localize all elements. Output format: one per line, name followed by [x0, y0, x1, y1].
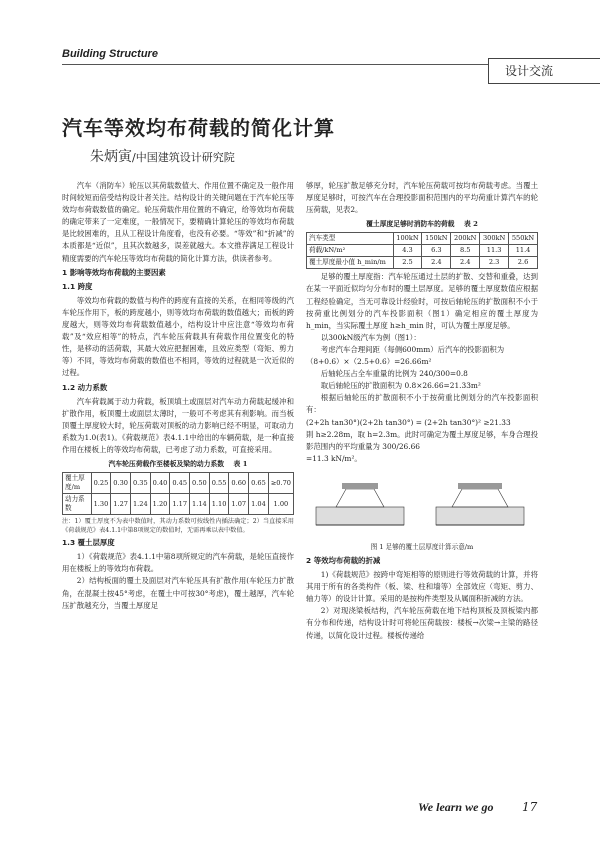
table-1-title: 汽车轮压荷载作至楼板及梁的动力系数: [108, 460, 225, 469]
table-cell: 0.55: [209, 473, 229, 494]
table-cell: 2.5: [393, 257, 422, 269]
section-1-heading: 1 影响等效均布荷载的主要因素: [62, 267, 166, 277]
author-name: 朱炳寅: [90, 149, 132, 165]
table-row: [307, 233, 538, 245]
paragraph-result: 則 h≥2.28m，取 h=2.3m。此时可确定为覆土厚度足够，车身合理投影范围内的平均重量为 300/26.66: [306, 429, 538, 451]
table-row: [307, 257, 538, 269]
table-cell: 0.60: [229, 473, 249, 494]
table-2: [306, 232, 538, 269]
equation-load: =11.3 kN/m²。: [306, 453, 362, 463]
paragraph-reduction-2: 2）对现浇梁板结构，汽车轮压荷载在地下结构顶板及顶板梁内都有分布和传递，结构设计时可将轮压荷载按：楼板→次梁→主梁的路径传递，以简化设计过程。楼板传递给: [306, 606, 538, 640]
table-cell: 4.3: [393, 245, 422, 257]
table-cell: 2.4: [451, 257, 480, 269]
table-cell: ≥0.70: [268, 473, 293, 494]
table-cell: 550kN: [509, 233, 538, 245]
figure-1: [306, 469, 538, 537]
section-1-3-heading: 1.3 覆土层厚度: [62, 538, 115, 548]
header-rule: [62, 64, 518, 65]
table-cell: 0.65: [249, 473, 269, 494]
table-cell: 150kN: [422, 233, 451, 245]
table-cell: 300kN: [480, 233, 509, 245]
footer-slogan: We learn we go: [418, 800, 494, 814]
table-cell: 1.27: [111, 494, 131, 515]
table-cell: 6.3: [422, 245, 451, 257]
table-1-number: 表 1: [233, 460, 248, 469]
table-cell: 1.04: [249, 494, 269, 515]
author-institution: /中国建筑设计研究院: [132, 151, 235, 164]
table-cell: 1.10: [209, 494, 229, 515]
table-cell: 0.25: [91, 473, 111, 494]
paragraph-soil-2: 2）结构板面的覆土及面层对汽车轮压具有扩散作用(车轮压力扩散角，在混凝土按45°考虑，在覆土中可按30°考虑)，覆土越厚，汽车轮压扩散越充分，当覆土厚度足: [62, 576, 294, 610]
table-cell: 1.00: [268, 494, 293, 515]
paragraph-soil-def: 足够的覆土厚度指：汽车轮压通过土层的扩散、交替和重叠，达到在某一平面近似均匀分布时的覆土层厚度。足够的覆土厚度数值应根据工程经验确定，当无可靠设计经验时，可按后轴轮压的扩散面积不小于按荷重比例划分的汽车投影面积（图1）确定相应的覆土厚度为 h_min，当实际覆土厚度 h≥h_min 时，可认为覆土厚度足够。: [306, 272, 538, 330]
table-cell: 11.4: [509, 245, 538, 257]
soil-diagram: [306, 469, 538, 537]
paragraph-condition: 根据后轴轮压的扩散面积不小于按荷重比例划分的汽车投影面积有：: [306, 393, 538, 415]
table-cell: 11.3: [480, 245, 509, 257]
table-2-title: 覆土厚度足够时消防车的荷载: [366, 220, 455, 229]
paragraph-example: 以300kN级汽车为例（图1）：: [320, 332, 421, 342]
table-cell: 1.30: [91, 494, 111, 515]
soil-layer-left: [316, 507, 404, 525]
table-cell: 覆土厚度/m: [63, 473, 92, 494]
paragraph-spacing: 考虑汽车合理间距（每侧600mm）后汽车的投影面积为: [320, 344, 505, 354]
table-1-note: 注：1）覆土厚度不为表中数值时，其动力系数可按线性内插法确定；2）当直接采用《荷载规范》表4.1.1中第8项规定的数值时，无需再乘以表中数值。: [62, 518, 294, 535]
soil-layer-right: [436, 507, 524, 525]
table-cell: 1.17: [170, 494, 190, 515]
paragraph-diffusion: 取后轴轮压的扩散面积为 0.8×26.66=21.33m²: [320, 381, 481, 391]
table-cell: 0.30: [111, 473, 131, 494]
table-cell: 0.40: [150, 473, 170, 494]
table-cell: 荷载/kN/m²: [307, 245, 394, 257]
wheel-left: [342, 483, 378, 489]
section-1-1-heading: 1.1 跨度: [62, 281, 93, 291]
table-cell: 200kN: [451, 233, 480, 245]
section-label: 设计交流: [505, 64, 554, 78]
figure-1-caption: 图 1 足够的覆土层厚度计算示意/m: [370, 542, 474, 551]
table-cell: 2.3: [480, 257, 509, 269]
equation-inequality: (2+2h tan30°)(2+2h tan30°) = (2+2h tan30°)² ≥21.33: [306, 417, 511, 427]
table-cell: 8.5: [451, 245, 480, 257]
table-cell: 覆土厚度最小值 h_min/m: [307, 257, 394, 269]
table-2-number: 表 2: [463, 220, 478, 229]
table-cell: 2.4: [422, 257, 451, 269]
table-cell: 0.45: [170, 473, 190, 494]
paragraph-continued: 够厚，轮压扩散足够充分时，汽车轮压荷载可按均布荷载考虑。当覆土厚度足够时，可按汽车在合理投影面积范围内的平均荷重计算汽车的轮压荷载，见表2。: [306, 181, 538, 215]
left-column: [62, 180, 294, 612]
diffusion-left: [336, 489, 384, 507]
table-1-caption: [62, 458, 294, 470]
equation-area: （8+0.6）×（2.5+0.6）=26.66m²: [306, 357, 432, 367]
intro-paragraph: 汽车（消防车）轮压以其荷载数值大、作用位置不确定及一般作用时间较短而倍受结构设计者关注。结构设计的关键问题在于汽车轮压等效均布荷载数值的确定。轮压荷载作用位置的不确定，给等效均布荷载的确定带来了一定难度，一般情况下，要精确计算轮压的等效均布荷载是比较困难的，且从工程设计角度看，也没有必要。“等效”和“折减”的本质都是“近似”，且其次数越多，误差就越大。本文推荐满足工程设计精度需要的汽车轮压等效均布荷载的简化计算方法，供读者参考。: [62, 181, 294, 263]
article-title: 汽车等效均布荷载的简化计算: [62, 116, 335, 140]
diffusion-right: [452, 489, 508, 507]
table-row: [63, 473, 294, 494]
author-line: [90, 146, 235, 166]
section-1-2-heading: 1.2 动力系数: [62, 382, 108, 392]
table-cell: 1.24: [130, 494, 150, 515]
paragraph-soil-1: 1）《荷载规范》表4.1.1中第8项所规定的汽车荷载，是轮压直接作用在楼板上的等效均布荷载。: [62, 552, 294, 574]
table-row: [307, 245, 538, 257]
table-cell: 1.20: [150, 494, 170, 515]
table-row: [63, 494, 294, 515]
table-cell: 0.35: [130, 473, 150, 494]
table-1: [62, 472, 294, 515]
table-cell: 1.07: [229, 494, 249, 515]
paragraph-reduction-1: 1)《荷载规范》按跨中弯矩相等的原则进行等效荷载的计算，并将其用于所有的各类构件（板、梁、柱和墙等）全部效应（弯矩、剪力、轴力等）的设计计算。采用的是按构件类型及从属面积折减的方法。: [306, 570, 538, 604]
journal-name: Building Structure: [62, 48, 158, 60]
paragraph-span: 等效均布荷载的数值与构件的跨度有直接的关系，在相同等级的汽车轮压作用下，板的跨度越小，则等效均布荷载的数值越大；而板的跨度越大，则等效均布荷载数值越小，结构设计中应注意“等效均布荷载”及“效应相等”的特点，汽车轮压荷载具有荷载作用位置变化的特性，是移动的活荷载，其最大效应把握困难，且效应类型（弯矩、剪力等）不同，等效均布荷载的数值也不相同，等效的过程就是一次近似的过程。: [62, 295, 294, 378]
table-cell: 0.50: [190, 473, 210, 494]
paragraph-dynamic: 汽车荷载属于动力荷载，板顶填土或面层对汽车动力荷载起缓冲和扩散作用，板顶覆土或面层太薄时，一般可不考虑其有利影响。而当板顶覆土厚度较大时，轮压荷载对顶板的动力影响已经不明显，可取动力系数为1.0(表1)。《荷载规范》表4.1.1中给出的车辆荷载，是一种直接作用在楼板上的等效均布荷载，已考虑了动力系数，可直接采用。: [62, 396, 294, 454]
page-number: 17: [522, 800, 538, 814]
table-cell: 2.6: [509, 257, 538, 269]
section-2-heading: 2 等效均布荷载的折减: [306, 555, 381, 565]
table-cell: 动力系数: [63, 494, 92, 515]
wheel-right: [458, 483, 502, 489]
right-column: [306, 180, 538, 642]
table-cell: 汽车类型: [307, 233, 394, 245]
paragraph-ratio: 后轴轮压占全车重量的比例为 240/300=0.8: [320, 369, 468, 379]
table-2-caption: [306, 218, 538, 230]
table-cell: 1.14: [190, 494, 210, 515]
table-cell: 100kN: [393, 233, 422, 245]
